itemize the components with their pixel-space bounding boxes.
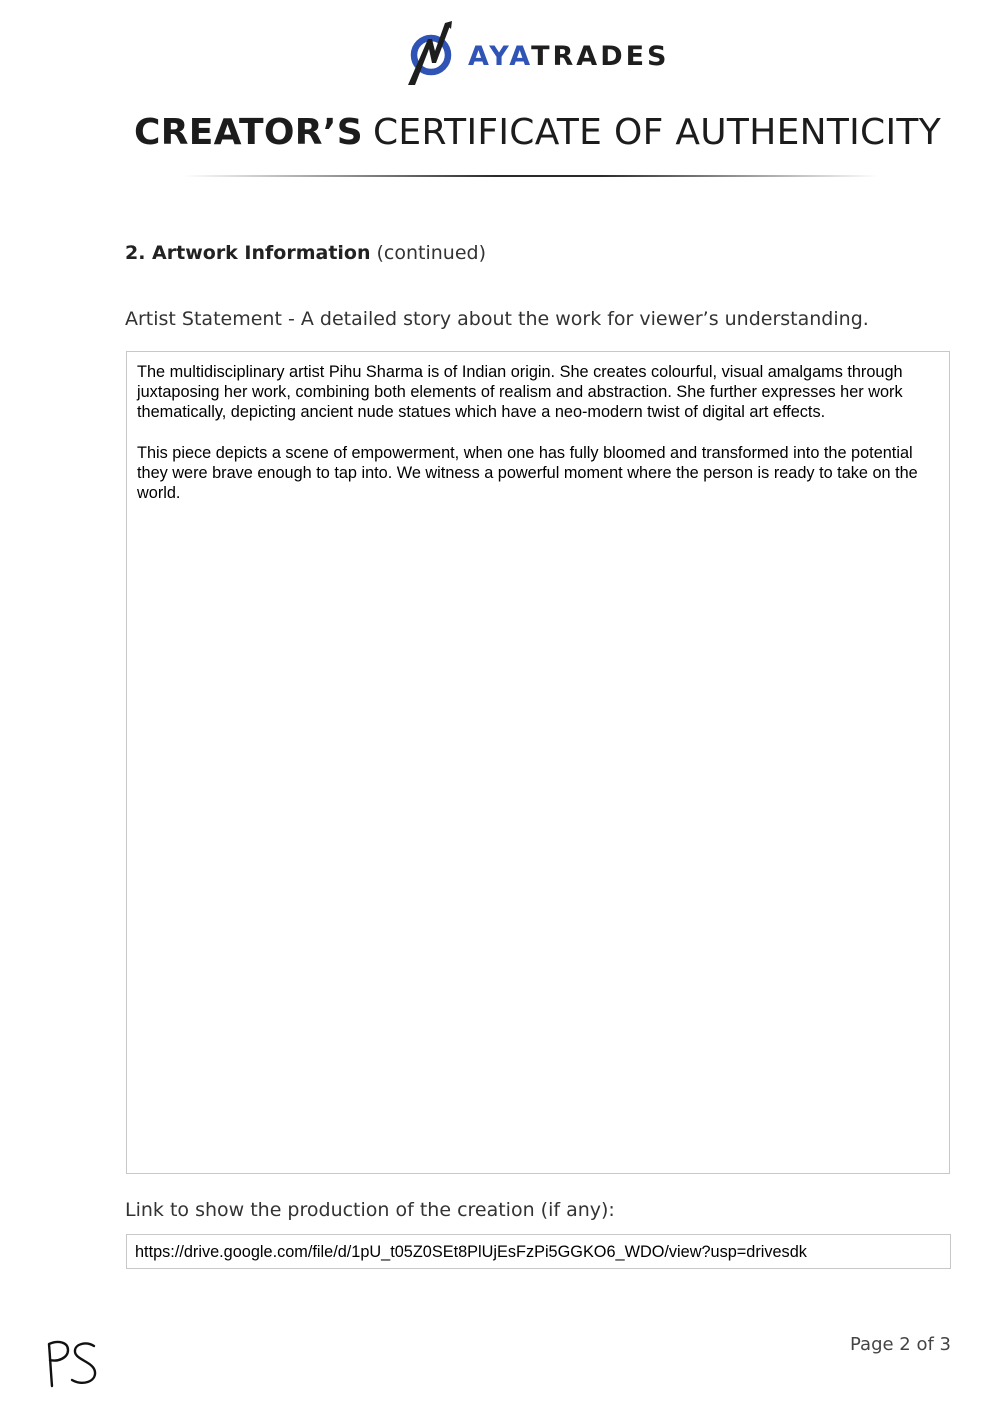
certificate-title-bold: CREATOR’S [134, 112, 363, 153]
section-title: 2. Artwork Information [125, 242, 371, 264]
statement-paragraph: The multidisciplinary artist Pihu Sharma is of Indian origin. She creates colourful, visual amalgams through juxtaposing her work, combining both elements of realism and abstraction. She further expresses her work thematically, depicting ancient nude statues which have a neo-modern twist of digital art effects. [137, 363, 903, 422]
production-link-value[interactable]: https://drive.google.com/file/d/1pU_t05Z0SEt8PlUjEsFzPi5GGKO6_WDO/view?usp=drivesdk [135, 1243, 807, 1261]
certificate-title [0, 112, 1000, 153]
brand-logo [402, 18, 672, 90]
certificate-title-light: CERTIFICATE OF AUTHENTICITY [372, 112, 941, 153]
artist-statement-field[interactable] [126, 351, 950, 1174]
section-heading [125, 242, 486, 264]
signature-initials [42, 1336, 104, 1390]
section-continued: (continued) [376, 242, 487, 264]
statement-paragraph: This piece depicts a scene of empowerment, when one has fully bloomed and transformed into the potential they were brave enough to tap into. We witness a powerful moment where the person is ready to take on the world. [137, 443, 918, 503]
page-number: Page 2 of 3 [850, 1334, 951, 1355]
brand-name: AYATRADES [468, 40, 670, 72]
production-link-field[interactable] [126, 1234, 951, 1269]
production-link-label: Link to show the production of the creation (if any): [125, 1199, 615, 1221]
title-divider [183, 175, 878, 177]
ayatrades-logo-icon [402, 19, 462, 89]
artist-statement-label: Artist Statement - A detailed story about the work for viewer’s understanding. [125, 308, 869, 330]
